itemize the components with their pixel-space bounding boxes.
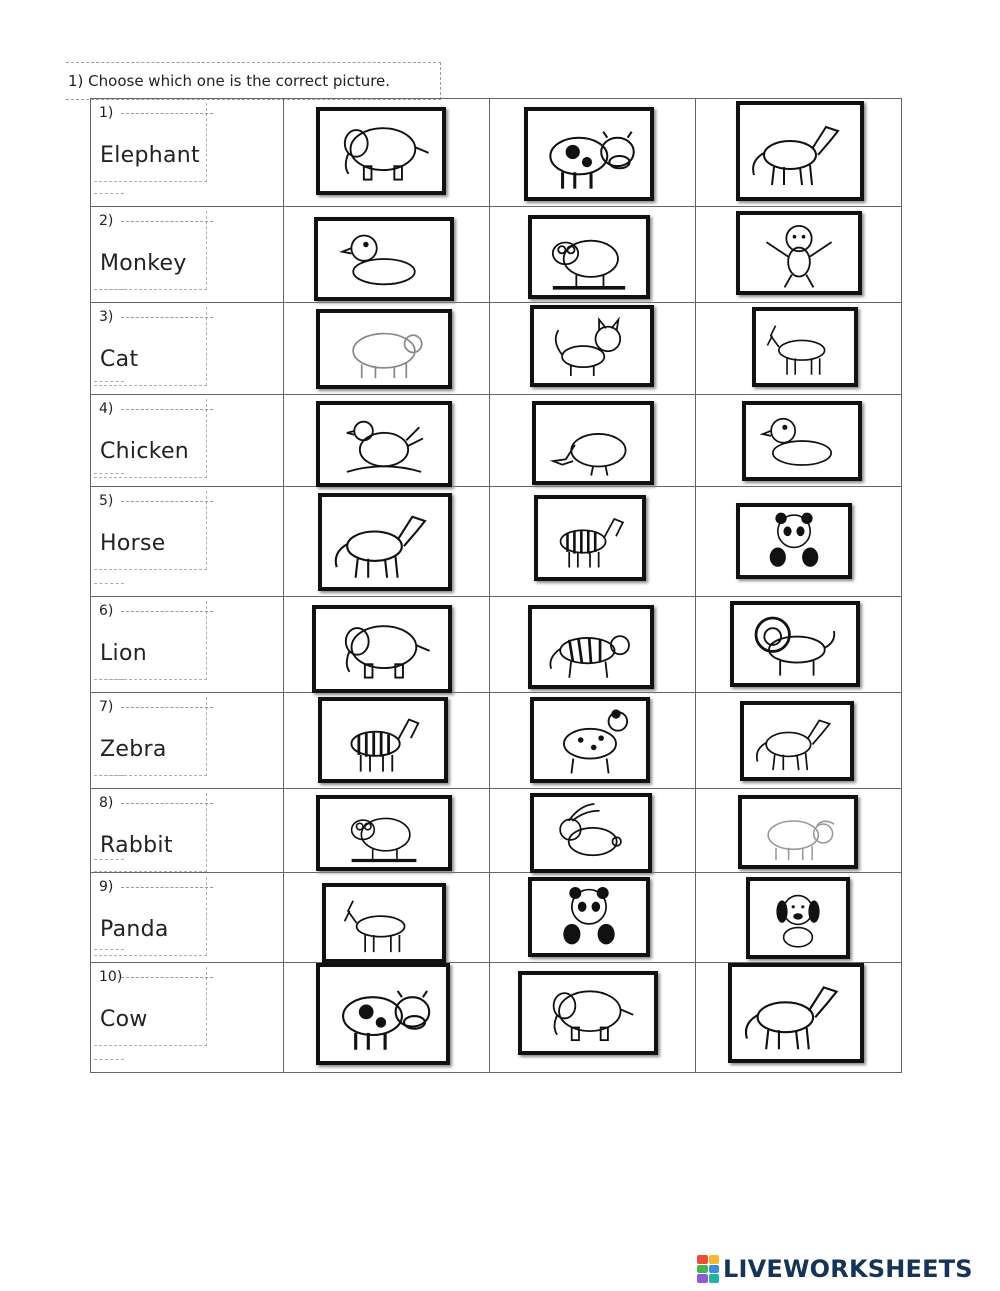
- question-label-cell: [91, 303, 284, 395]
- question-word: Cow: [100, 1007, 148, 1032]
- dashed-guide: [94, 381, 124, 382]
- tiger-picture[interactable]: [528, 605, 654, 689]
- question-row: [91, 487, 902, 597]
- horse-icon: [732, 967, 860, 1059]
- horse-picture[interactable]: [736, 101, 864, 201]
- question-word: Horse: [100, 531, 166, 556]
- question-row: [91, 963, 902, 1073]
- lion-icon: [734, 605, 856, 683]
- answer-option-cell[interactable]: [490, 207, 696, 303]
- answer-option-cell[interactable]: [696, 789, 902, 873]
- question-word: Cat: [100, 347, 139, 372]
- answer-option-cell[interactable]: [284, 99, 490, 207]
- question-row: [91, 99, 902, 207]
- question-label-cell: [91, 789, 284, 873]
- answer-option-cell[interactable]: [284, 597, 490, 693]
- zebra-picture[interactable]: [318, 697, 448, 783]
- cow-picture[interactable]: [316, 963, 450, 1065]
- question-number: 4): [99, 401, 114, 417]
- question-label-cell: [91, 99, 284, 207]
- zebra-picture[interactable]: [534, 495, 646, 581]
- dashed-guide: [121, 317, 213, 318]
- answer-option-cell[interactable]: [696, 207, 902, 303]
- question-row: [91, 207, 902, 303]
- goat-picture[interactable]: [752, 307, 858, 387]
- tiger-icon: [532, 609, 650, 685]
- dog-picture[interactable]: [746, 877, 850, 959]
- answer-option-cell[interactable]: [284, 303, 490, 395]
- answer-option-cell[interactable]: [696, 395, 902, 487]
- answer-option-cell[interactable]: [490, 303, 696, 395]
- elephant-icon: [320, 111, 442, 191]
- question-word: Panda: [100, 917, 169, 942]
- buffalo-picture[interactable]: [738, 795, 858, 869]
- answer-option-cell[interactable]: [696, 597, 902, 693]
- answer-option-cell[interactable]: [696, 487, 902, 597]
- monkey-picture[interactable]: [736, 211, 862, 295]
- cow-icon: [320, 967, 446, 1061]
- instruction-text: 1) Choose which one is the correct picture.: [68, 72, 391, 90]
- horse-picture[interactable]: [318, 493, 452, 591]
- sheep-picture[interactable]: [316, 795, 452, 871]
- brand-footer: [697, 1252, 973, 1286]
- duck-icon: [318, 221, 450, 297]
- zebra-icon: [538, 499, 642, 577]
- brand-name: LIVEWORKSHEETS: [723, 1255, 973, 1283]
- question-word: Chicken: [100, 439, 190, 464]
- question-word: Lion: [100, 641, 147, 666]
- answer-option-cell[interactable]: [284, 789, 490, 873]
- question-label-cell: [91, 395, 284, 487]
- panda-picture[interactable]: [528, 877, 650, 957]
- answer-option-cell[interactable]: [284, 963, 490, 1073]
- answer-option-cell[interactable]: [490, 597, 696, 693]
- duck-picture[interactable]: [314, 217, 454, 301]
- buffalo-icon: [742, 799, 854, 865]
- goat-picture[interactable]: [322, 883, 446, 963]
- dashed-guide: [121, 501, 213, 502]
- answer-option-cell[interactable]: [490, 99, 696, 207]
- answer-option-cell[interactable]: [284, 395, 490, 487]
- rabbit-icon: [534, 797, 648, 869]
- horse-icon: [744, 705, 850, 777]
- answer-option-cell[interactable]: [284, 207, 490, 303]
- dashed-guide: [121, 707, 213, 708]
- elephant-picture[interactable]: [518, 971, 658, 1055]
- answer-option-cell[interactable]: [490, 395, 696, 487]
- monkey-icon: [740, 215, 858, 291]
- cat-icon: [534, 309, 650, 383]
- goose-icon: [536, 405, 650, 481]
- answer-option-cell[interactable]: [696, 693, 902, 789]
- question-row: [91, 873, 902, 963]
- bear-icon: [320, 313, 448, 385]
- bear-picture[interactable]: [316, 309, 452, 389]
- question-number: 1): [99, 105, 114, 121]
- dashed-guide: [121, 409, 213, 410]
- question-number: 3): [99, 309, 114, 325]
- question-number: 7): [99, 699, 114, 715]
- dashed-guide: [94, 859, 124, 860]
- dashed-guide: [121, 887, 213, 888]
- sheep-picture[interactable]: [528, 215, 650, 299]
- question-label-cell: [91, 597, 284, 693]
- question-number: 10): [99, 969, 123, 985]
- answer-option-cell[interactable]: [490, 873, 696, 963]
- cat-picture[interactable]: [530, 305, 654, 387]
- question-word: Rabbit: [100, 833, 173, 858]
- horse-icon: [322, 497, 448, 587]
- horse-picture[interactable]: [728, 963, 864, 1063]
- duck-icon: [746, 405, 858, 477]
- sheep-icon: [532, 219, 646, 295]
- question-number: 8): [99, 795, 114, 811]
- question-number: 2): [99, 213, 114, 229]
- zebra-icon: [322, 701, 444, 779]
- answer-option-cell[interactable]: [696, 963, 902, 1073]
- question-row: [91, 789, 902, 873]
- question-label-cell: [91, 693, 284, 789]
- sheep-icon: [320, 799, 448, 867]
- horse-picture[interactable]: [740, 701, 854, 781]
- elephant-picture[interactable]: [316, 107, 446, 195]
- dashed-guide: [94, 583, 124, 584]
- goose-picture[interactable]: [532, 401, 654, 485]
- dalmatian-icon: [534, 701, 646, 779]
- duck-picture[interactable]: [742, 401, 862, 481]
- answer-option-cell[interactable]: [284, 693, 490, 789]
- answer-option-cell[interactable]: [696, 873, 902, 963]
- panda-icon: [532, 881, 646, 953]
- elephant-icon: [522, 975, 654, 1051]
- dashed-guide: [94, 193, 124, 194]
- question-word: Zebra: [100, 737, 167, 762]
- liveworksheets-logo-icon: [697, 1255, 719, 1283]
- answer-option-cell[interactable]: [490, 789, 696, 873]
- cow-picture[interactable]: [524, 107, 654, 201]
- answer-option-cell[interactable]: [490, 487, 696, 597]
- goat-icon: [756, 311, 854, 383]
- panda-icon: [740, 507, 848, 575]
- chicken-icon: [320, 405, 448, 483]
- question-row: [91, 597, 902, 693]
- dashed-guide: [121, 221, 213, 222]
- elephant-icon: [316, 609, 448, 689]
- chicken-picture[interactable]: [316, 401, 452, 487]
- question-row: [91, 303, 902, 395]
- answer-option-cell[interactable]: [284, 873, 490, 963]
- rabbit-picture[interactable]: [530, 793, 652, 873]
- question-word: Monkey: [100, 251, 187, 276]
- worksheet-table: [90, 98, 902, 1073]
- question-row: [91, 395, 902, 487]
- answer-option-cell[interactable]: [696, 303, 902, 395]
- dashed-guide: [94, 289, 124, 290]
- answer-option-cell[interactable]: [490, 963, 696, 1073]
- answer-option-cell[interactable]: [490, 693, 696, 789]
- dashed-guide: [94, 949, 124, 950]
- question-label-cell: [91, 487, 284, 597]
- lion-picture[interactable]: [730, 601, 860, 687]
- goat-icon: [326, 887, 442, 959]
- question-word: Elephant: [100, 143, 200, 168]
- dalmatian-picture[interactable]: [530, 697, 650, 783]
- answer-option-cell[interactable]: [696, 99, 902, 207]
- dashed-guide: [94, 679, 124, 680]
- cow-icon: [528, 111, 650, 197]
- question-label-cell: [91, 963, 284, 1073]
- dog-icon: [750, 881, 846, 955]
- dashed-guide: [121, 113, 213, 114]
- question-number: 5): [99, 493, 114, 509]
- answer-option-cell[interactable]: [284, 487, 490, 597]
- elephant-picture[interactable]: [312, 605, 452, 693]
- dashed-guide: [94, 1059, 124, 1060]
- dashed-guide: [94, 775, 124, 776]
- dashed-guide: [121, 611, 213, 612]
- question-label-cell: [91, 873, 284, 963]
- panda-picture[interactable]: [736, 503, 852, 579]
- question-number: 6): [99, 603, 114, 619]
- question-label-cell: [91, 207, 284, 303]
- question-number: 9): [99, 879, 114, 895]
- question-row: [91, 693, 902, 789]
- horse-icon: [740, 105, 860, 197]
- dashed-guide: [121, 977, 213, 978]
- dashed-guide: [94, 473, 124, 474]
- dashed-guide: [121, 803, 213, 804]
